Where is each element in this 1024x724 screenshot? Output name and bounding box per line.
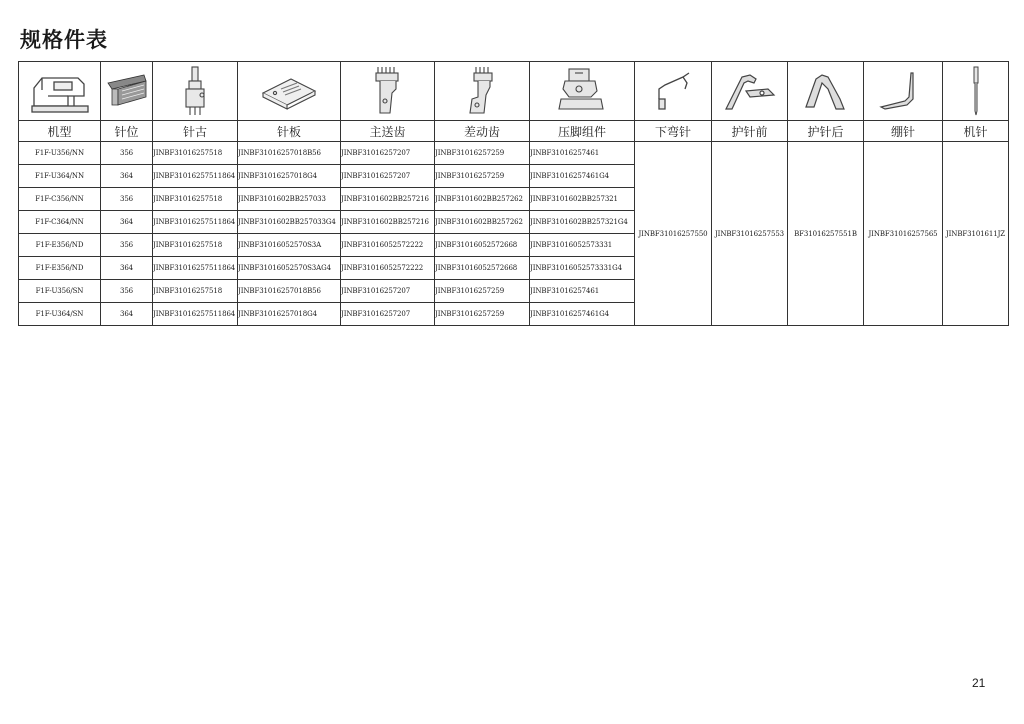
cell-diff-feed: JINBF31016052572668 — [435, 257, 530, 280]
cell-main-feed: JINBF31016257207 — [341, 280, 435, 303]
needle-gauge-icon — [104, 71, 150, 111]
cell-needle-position: 356 — [101, 142, 153, 165]
image-row — [19, 62, 1009, 121]
cell-needle-plate: JINBF31016257018B56 — [238, 280, 341, 303]
cell-model: F1F-U364/NN — [19, 165, 101, 188]
header-lower-looper: 下弯针 — [635, 121, 712, 142]
cell-model: F1F-U356/NN — [19, 142, 101, 165]
cell-model: F1F-C364/NN — [19, 211, 101, 234]
cell-presser-foot: JINBF31016257461 — [530, 280, 635, 303]
spreader-icon — [877, 69, 929, 113]
cell-main-feed: JINBF31016257207 — [341, 303, 435, 326]
cell-needle-position: 364 — [101, 257, 153, 280]
image-cell-spreader — [864, 62, 943, 121]
header-needle-position: 针位 — [101, 121, 153, 142]
cell-presser-foot: JINBF31016052573331G4 — [530, 257, 635, 280]
image-cell-rear-guard — [788, 62, 864, 121]
cell-needle-plate: JINBF31016257018B56 — [238, 142, 341, 165]
image-cell-lower-looper — [635, 62, 712, 121]
cell-needle-position: 356 — [101, 280, 153, 303]
lower-looper-icon — [653, 69, 693, 113]
cell-needle-clamp: JINBF31016257518 — [153, 142, 238, 165]
cell-presser-foot: JINBF3101602BB257321G4 — [530, 211, 635, 234]
cell-needle: JINBF3101611JZ — [943, 142, 1009, 326]
header-presser-foot: 压脚组件 — [530, 121, 635, 142]
cell-presser-foot: JINBF31016052573331 — [530, 234, 635, 257]
cell-needle-plate: JINBF3101602BB257033G4 — [238, 211, 341, 234]
cell-rear-guard: BF31016257551B — [788, 142, 864, 326]
image-cell-front-guard — [712, 62, 788, 121]
cell-needle-position: 356 — [101, 188, 153, 211]
cell-lower-looper: JINBF31016257550 — [635, 142, 712, 326]
cell-diff-feed: JINBF31016257259 — [435, 280, 530, 303]
image-cell-gauge — [101, 62, 153, 121]
cell-needle-position: 364 — [101, 165, 153, 188]
image-cell-plate — [238, 62, 341, 121]
cell-spreader: JINBF31016257565 — [864, 142, 943, 326]
page-title: 规格件表 — [20, 28, 108, 52]
header-diff-feed: 差动齿 — [435, 121, 530, 142]
cell-needle-plate: JINBF31016257018G4 — [238, 165, 341, 188]
image-cell-main-feed — [341, 62, 435, 121]
header-main-feed: 主送齿 — [341, 121, 435, 142]
cell-diff-feed: JINBF31016052572668 — [435, 234, 530, 257]
image-cell-clamp — [153, 62, 238, 121]
cell-presser-foot: JINBF31016257461G4 — [530, 303, 635, 326]
cell-needle-clamp: JINBF31016257518 — [153, 188, 238, 211]
cell-model: F1F-U364/SN — [19, 303, 101, 326]
cell-main-feed: JINBF3101602BB257216 — [341, 211, 435, 234]
differential-feed-dog-icon — [462, 65, 502, 117]
cell-needle-position: 364 — [101, 303, 153, 326]
rear-needle-guard-icon — [800, 69, 852, 113]
cell-front-guard: JINBF31016257553 — [712, 142, 788, 326]
cell-main-feed: JINBF31016052572222 — [341, 257, 435, 280]
cell-needle-clamp: JINBF31016257511864 — [153, 165, 238, 188]
cell-diff-feed: JINBF3101602BB257262 — [435, 211, 530, 234]
header-needle-plate: 针板 — [238, 121, 341, 142]
cell-needle-position: 356 — [101, 234, 153, 257]
spec-parts-table — [18, 61, 1009, 326]
main-feed-dog-icon — [370, 65, 406, 117]
cell-needle-plate: JINBF31016257018G4 — [238, 303, 341, 326]
image-cell-presser — [530, 62, 635, 121]
cell-model: F1F-U356/SN — [19, 280, 101, 303]
sewing-machine-icon — [28, 66, 92, 116]
cell-diff-feed: JINBF31016257259 — [435, 142, 530, 165]
machine-needle-icon — [966, 65, 986, 117]
cell-needle-plate: JINBF31016052570S3AG4 — [238, 257, 341, 280]
cell-main-feed: JINBF31016257207 — [341, 142, 435, 165]
page-number: 21 — [972, 676, 986, 690]
cell-model: F1F-C356/NN — [19, 188, 101, 211]
cell-needle-clamp: JINBF31016257511864 — [153, 303, 238, 326]
cell-diff-feed: JINBF3101602BB257262 — [435, 188, 530, 211]
cell-needle-clamp: JINBF31016257511864 — [153, 257, 238, 280]
cell-presser-foot: JINBF3101602BB257321 — [530, 188, 635, 211]
cell-needle-plate: JINBF31016052570S3A — [238, 234, 341, 257]
header-front-guard: 护针前 — [712, 121, 788, 142]
image-cell-model — [19, 62, 101, 121]
front-needle-guard-icon — [722, 69, 778, 113]
needle-plate-icon — [259, 71, 319, 111]
header-needle: 机针 — [943, 121, 1009, 142]
cell-needle-plate: JINBF3101602BB257033 — [238, 188, 341, 211]
cell-main-feed: JINBF31016052572222 — [341, 234, 435, 257]
header-rear-guard: 护针后 — [788, 121, 864, 142]
image-cell-diff-feed — [435, 62, 530, 121]
header-needle-clamp: 针古 — [153, 121, 238, 142]
header-spreader: 绷针 — [864, 121, 943, 142]
cell-needle-clamp: JINBF31016257518 — [153, 280, 238, 303]
needle-clamp-icon — [180, 65, 210, 117]
header-row — [19, 121, 1009, 142]
cell-needle-clamp: JINBF31016257511864 — [153, 211, 238, 234]
cell-needle-clamp: JINBF31016257518 — [153, 234, 238, 257]
cell-main-feed: JINBF3101602BB257216 — [341, 188, 435, 211]
image-cell-needle — [943, 62, 1009, 121]
cell-model: F1F-E356/ND — [19, 257, 101, 280]
presser-foot-icon — [555, 65, 609, 117]
header-model: 机型 — [19, 121, 101, 142]
cell-diff-feed: JINBF31016257259 — [435, 165, 530, 188]
cell-diff-feed: JINBF31016257259 — [435, 303, 530, 326]
cell-presser-foot: JINBF31016257461 — [530, 142, 635, 165]
cell-presser-foot: JINBF31016257461G4 — [530, 165, 635, 188]
cell-model: F1F-E356/ND — [19, 234, 101, 257]
cell-main-feed: JINBF31016257207 — [341, 165, 435, 188]
cell-needle-position: 364 — [101, 211, 153, 234]
table-row — [19, 142, 1009, 165]
